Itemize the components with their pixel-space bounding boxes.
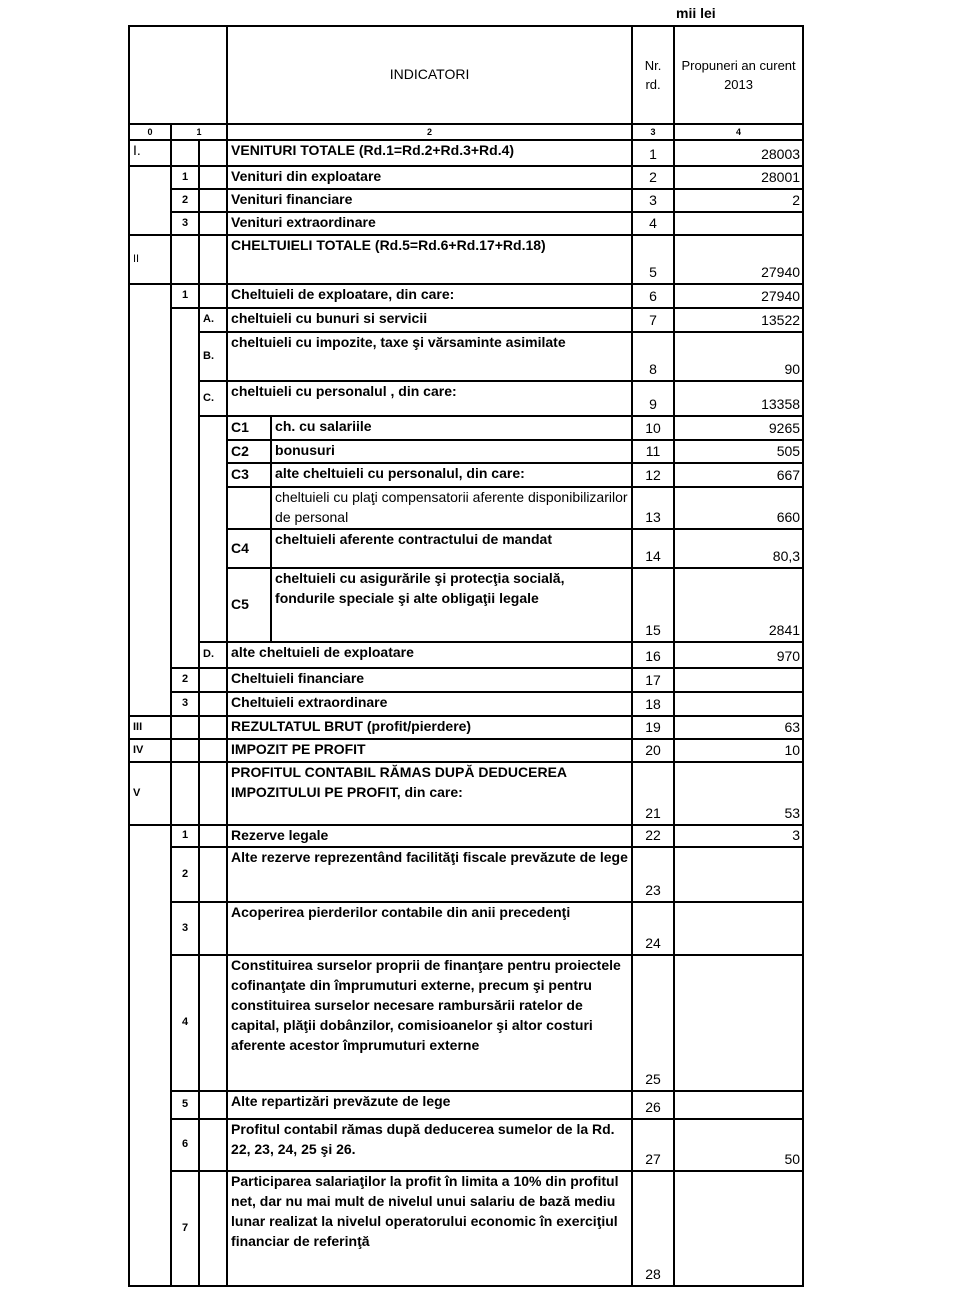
row-label: Participarea salariaţilor la profit în limita a 10% din profitul net, dar nu mai mult de nivelul unui salariu de bază mediu lunar realizat la nivelul operatorului economic în exerciţiul financiar de referinţă — [227, 1171, 632, 1286]
row-value: 50 — [674, 1119, 803, 1171]
row-number: 24 — [632, 902, 674, 955]
table-row — [129, 463, 803, 487]
row-number: 3 — [632, 189, 674, 212]
row-label: bonusuri — [271, 440, 632, 463]
table-row — [129, 308, 803, 332]
index-cell: 3 — [632, 124, 674, 140]
unit-label: mii lei — [676, 5, 716, 21]
table-row — [129, 166, 803, 189]
row-letter: A. — [199, 308, 227, 332]
table-row — [129, 235, 803, 284]
row-number: 17 — [632, 668, 674, 692]
row-value: 2841 — [674, 568, 803, 642]
row-number: 25 — [632, 955, 674, 1091]
table-row — [129, 284, 803, 308]
row-number: 10 — [632, 416, 674, 440]
table-row — [129, 668, 803, 692]
row-label: Rezerve legale — [227, 825, 632, 847]
row-code: C3 — [227, 463, 271, 487]
row-label: Cheltuieli financiare — [227, 668, 632, 692]
row-label: REZULTATUL BRUT (profit/pierdere) — [227, 716, 632, 739]
row-label: Acoperirea pierderilor contabile din anii precedenţi — [227, 902, 632, 955]
row-value: 13522 — [674, 308, 803, 332]
row-label: Venituri extraordinare — [227, 212, 632, 235]
row-index: 5 — [171, 1091, 199, 1119]
index-cell: 4 — [674, 124, 803, 140]
section-roman: V — [129, 762, 171, 825]
row-index: 2 — [171, 847, 199, 902]
row-value: 3 — [674, 825, 803, 847]
row-number: 7 — [632, 308, 674, 332]
row-value — [674, 1091, 803, 1119]
row-label: ch. cu salariile — [271, 416, 632, 440]
index-cell: 0 — [129, 124, 171, 140]
row-index: 3 — [171, 212, 199, 235]
row-letter: B. — [199, 332, 227, 381]
table-row — [129, 568, 803, 642]
table-row — [129, 1171, 803, 1286]
row-number: 23 — [632, 847, 674, 902]
row-label: Alte rezerve reprezentând facilităţi fiscale prevăzute de lege — [227, 847, 632, 902]
header-empty — [129, 26, 227, 124]
row-label: cheltuieli cu personalul , din care: — [227, 381, 632, 416]
row-value: 27940 — [674, 284, 803, 308]
row-value: 53 — [674, 762, 803, 825]
table-row — [129, 642, 803, 668]
row-value: 505 — [674, 440, 803, 463]
row-number: 1 — [632, 140, 674, 166]
row-number: 16 — [632, 642, 674, 668]
table-row — [129, 189, 803, 212]
row-number: 6 — [632, 284, 674, 308]
row-number: 2 — [632, 166, 674, 189]
row-label: IMPOZIT PE PROFIT — [227, 739, 632, 762]
row-label: Venituri financiare — [227, 189, 632, 212]
row-number: 28 — [632, 1171, 674, 1286]
row-index: 7 — [171, 1171, 199, 1286]
row-value: 63 — [674, 716, 803, 739]
budget-table — [128, 25, 804, 1287]
row-value: 90 — [674, 332, 803, 381]
row-label: PROFITUL CONTABIL RĂMAS DUPĂ DEDUCEREA IMPOZITULUI PE PROFIT, din care: — [227, 762, 632, 825]
table-row — [129, 332, 803, 381]
row-label: Venituri din exploatare — [227, 166, 632, 189]
row-value — [674, 1171, 803, 1286]
table-row — [129, 716, 803, 739]
table-row — [129, 1091, 803, 1119]
row-number: 5 — [632, 235, 674, 284]
row-value: 28001 — [674, 166, 803, 189]
row-index: 1 — [171, 284, 199, 308]
row-number: 26 — [632, 1091, 674, 1119]
row-index: 3 — [171, 902, 199, 955]
row-number: 19 — [632, 716, 674, 739]
row-number: 22 — [632, 825, 674, 847]
row-label: Cheltuieli extraordinare — [227, 692, 632, 716]
row-letter: C. — [199, 381, 227, 416]
row-value: 660 — [674, 487, 803, 529]
row-label: CHELTUIELI TOTALE (Rd.5=Rd.6+Rd.17+Rd.18) — [227, 235, 632, 284]
row-number: 12 — [632, 463, 674, 487]
row-label: Alte repartizări prevăzute de lege — [227, 1091, 632, 1119]
row-label: cheltuieli cu impozite, taxe şi vărsaminte asimilate — [227, 332, 632, 381]
row-number: 15 — [632, 568, 674, 642]
row-value: 2 — [674, 189, 803, 212]
row-code: C2 — [227, 440, 271, 463]
row-number: 9 — [632, 381, 674, 416]
row-value: 9265 — [674, 416, 803, 440]
row-number: 14 — [632, 529, 674, 568]
row-label: alte cheltuieli cu personalul, din care: — [271, 463, 632, 487]
row-label: cheltuieli cu asigurările şi protecţia socială, fondurile speciale şi alte obligaţii legale — [271, 568, 632, 642]
row-value: 80,3 — [674, 529, 803, 568]
row-code — [227, 487, 271, 529]
table-row — [129, 825, 803, 847]
row-code: C5 — [227, 568, 271, 642]
table-row — [129, 416, 803, 440]
row-value: 970 — [674, 642, 803, 668]
row-number: 13 — [632, 487, 674, 529]
table-row — [129, 140, 803, 166]
section-roman: IV — [129, 739, 171, 762]
header-propuneri: Propuneri an curent 2013 — [674, 26, 803, 124]
section-roman: I. — [129, 140, 171, 166]
row-number: 27 — [632, 1119, 674, 1171]
table-row — [129, 847, 803, 902]
row-label: Cheltuieli de exploatare, din care: — [227, 284, 632, 308]
row-number: 11 — [632, 440, 674, 463]
row-number: 18 — [632, 692, 674, 716]
row-index: 2 — [171, 668, 199, 692]
table-row — [129, 381, 803, 416]
row-index: 3 — [171, 692, 199, 716]
row-value: 28003 — [674, 140, 803, 166]
table-row — [129, 902, 803, 955]
table-row — [129, 212, 803, 235]
row-label: cheltuieli cu plaţi compensatorii aferente disponibilizarilor de personal — [271, 487, 632, 529]
row-value — [674, 668, 803, 692]
row-label: alte cheltuieli de exploatare — [227, 642, 632, 668]
row-value: 27940 — [674, 235, 803, 284]
row-number: 4 — [632, 212, 674, 235]
section-roman: III — [129, 716, 171, 739]
row-letter: D. — [199, 642, 227, 668]
row-code: C1 — [227, 416, 271, 440]
table-row — [129, 440, 803, 463]
table-row — [129, 739, 803, 762]
row-index: 6 — [171, 1119, 199, 1171]
header-nr-rd: Nr. rd. — [632, 26, 674, 124]
table-row — [129, 762, 803, 825]
row-label: cheltuieli cu bunuri si servicii — [227, 308, 632, 332]
row-value: 10 — [674, 739, 803, 762]
row-value: 667 — [674, 463, 803, 487]
row-code: C4 — [227, 529, 271, 568]
row-number: 20 — [632, 739, 674, 762]
row-label: VENITURI TOTALE (Rd.1=Rd.2+Rd.3+Rd.4) — [227, 140, 632, 166]
index-cell: 2 — [227, 124, 632, 140]
row-value — [674, 955, 803, 1091]
header-indicatori: INDICATORI — [227, 26, 632, 124]
table-row — [129, 955, 803, 1091]
row-value — [674, 902, 803, 955]
row-label: cheltuieli aferente contractului de mandat — [271, 529, 632, 568]
row-number: 21 — [632, 762, 674, 825]
row-value — [674, 847, 803, 902]
row-value — [674, 212, 803, 235]
index-cell: 1 — [171, 124, 227, 140]
row-value — [674, 692, 803, 716]
section-roman: II — [129, 235, 171, 284]
table-row — [129, 1119, 803, 1171]
table-row — [129, 692, 803, 716]
row-index: 2 — [171, 189, 199, 212]
row-index: 4 — [171, 955, 199, 1091]
row-number: 8 — [632, 332, 674, 381]
row-value: 13358 — [674, 381, 803, 416]
row-label: Profitul contabil rămas după deducerea sumelor de la Rd. 22, 23, 24, 25 şi 26. — [227, 1119, 632, 1171]
table-row — [129, 487, 803, 529]
table-row — [129, 529, 803, 568]
row-index: 1 — [171, 166, 199, 189]
row-label: Constituirea surselor proprii de finanţare pentru proiectele cofinanţate din împrumuturi externe, precum şi pentru constituirea surselor necesare rambursării ratelor de capital, plăţii dobânzilor, comisioanelor şi altor costuri aferente acestor împrumuturi externe — [227, 955, 632, 1091]
row-index: 1 — [171, 825, 199, 847]
